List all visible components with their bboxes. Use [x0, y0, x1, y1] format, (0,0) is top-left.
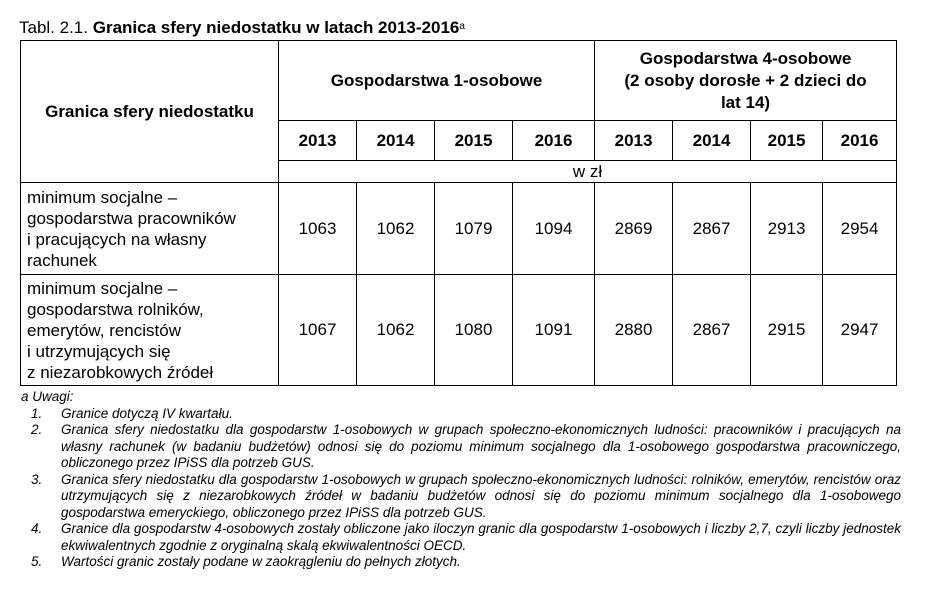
value-cell: 2880	[595, 275, 673, 386]
value-cell: 2954	[823, 183, 897, 275]
caption-title: Granica sfery niedostatku w latach 2013-2016	[92, 18, 460, 37]
footnote-item	[21, 406, 901, 423]
footnotes	[21, 389, 901, 571]
footnote-number: 4.	[31, 521, 43, 536]
corner-header: Granica sfery niedostatku	[21, 41, 279, 183]
value-cell: 2913	[751, 183, 823, 275]
footnotes-heading: a Uwagi:	[21, 389, 74, 404]
group-header-4-line-2: (2 osoby dorosłe + 2 dzieci do	[624, 70, 867, 90]
unit-row: w zł	[279, 161, 897, 183]
row-label	[21, 183, 279, 275]
year-header: 2015	[435, 121, 513, 161]
value-cell: 1062	[357, 275, 435, 386]
footnote-text: Wartości granic zostały podane w zaokrągleniu do pełnych złotych.	[61, 554, 461, 569]
value-cell: 2867	[673, 183, 751, 275]
group-header-4-line-1: Gospodarstwa 4-osobowe	[639, 48, 852, 68]
row-label-line: gospodarstwa pracowników	[27, 208, 236, 228]
value-cell: 1079	[435, 183, 513, 275]
footnote-item	[21, 422, 901, 472]
footnote-text: Granica sfery niedostatku dla gospodarstw 1-osobowych w grupach społeczno-ekonomicznych ludności: pracowników i pracujących na własny rachunek (w badaniu budżetów) odnosi się do poziomu minimum socjalnego dla 1-osobowego gospodarstwa pracowniczego, obliczonego przez IPiSS dla potrzeb GUS.	[61, 422, 901, 470]
value-cell: 1067	[279, 275, 357, 386]
row-label-line: minimum socjalne –	[27, 187, 178, 207]
year-header: 2015	[751, 121, 823, 161]
poverty-line-table	[20, 40, 897, 386]
caption-footnote-mark: a	[459, 21, 465, 32]
value-cell: 1063	[279, 183, 357, 275]
row-label	[21, 275, 279, 386]
year-header: 2013	[279, 121, 357, 161]
row-label-line: z niezarobkowych źródeł	[27, 362, 214, 382]
table-row	[21, 275, 897, 386]
row-label-line: i utrzymujących się	[27, 341, 171, 361]
table-caption	[19, 17, 465, 39]
footnote-number: 3.	[31, 471, 43, 487]
footnote-number: 5.	[31, 554, 43, 569]
row-label-line: i pracujących na własny	[27, 229, 207, 249]
group-header-4-person	[595, 41, 897, 121]
group-header-1-person: Gospodarstwa 1-osobowe	[279, 41, 595, 121]
year-header: 2014	[357, 121, 435, 161]
group-header-4-line-3: lat 14)	[720, 92, 771, 112]
footnote-number: 2.	[31, 422, 43, 437]
row-label-line: minimum socjalne –	[27, 278, 178, 298]
row-label-line: emerytów, rencistów	[27, 320, 181, 340]
value-cell: 2869	[595, 183, 673, 275]
footnote-item	[21, 554, 901, 571]
value-cell: 2947	[823, 275, 897, 386]
value-cell: 2915	[751, 275, 823, 386]
value-cell: 1094	[513, 183, 595, 275]
caption-prefix: Tabl. 2.1.	[19, 18, 88, 37]
row-label-line: gospodarstwa rolników,	[27, 299, 204, 319]
value-cell: 1062	[357, 183, 435, 275]
footnote-text: Granice dotyczą IV kwartału.	[61, 405, 233, 421]
footnote-item	[21, 521, 901, 554]
value-cell: 1080	[435, 275, 513, 386]
year-header: 2014	[673, 121, 751, 161]
value-cell: 2867	[673, 275, 751, 386]
footnote-text: Granice dla gospodarstw 4-osobowych zostały obliczone jako iloczyn granic dla gospodarstw 1-osobowych i liczby 2,7, czyli liczby jednostek ekwiwalentnych zgodnie z oryginalną skalą ekwiwalentności OECD.	[61, 521, 901, 553]
footnote-number: 1.	[31, 405, 43, 421]
value-cell: 1091	[513, 275, 595, 386]
year-header: 2013	[595, 121, 673, 161]
year-header: 2016	[823, 121, 897, 161]
footnote-item	[21, 472, 901, 522]
table-row	[21, 183, 897, 275]
footnote-text: Granica sfery niedostatku dla gospodarstw 1-osobowych w grupach społeczno-ekonomicznych ludności: rolników, emerytów, rencistów oraz utrzymujących się z niezarobkowych źródeł w badaniu budżetów odnosi się do poziomu minimum socjalnego dla 1-osobowego gospodarstwa emeryckiego, obliczonego przez IPiSS dla potrzeb GUS.	[61, 471, 901, 520]
year-header: 2016	[513, 121, 595, 161]
row-label-line: rachunek	[27, 250, 97, 270]
